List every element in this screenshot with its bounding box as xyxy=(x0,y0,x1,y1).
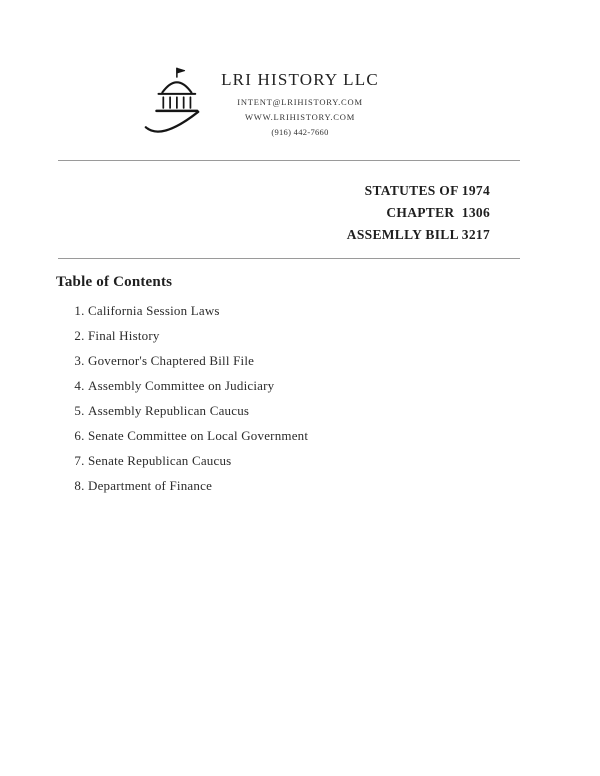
chapter-line: CHAPTER 1306 xyxy=(386,205,490,220)
toc-item-4: 4. Assembly Committee on Judiciary xyxy=(88,379,308,393)
statute-reference-block xyxy=(347,180,490,246)
letterhead xyxy=(0,60,600,160)
divider-bottom xyxy=(58,258,520,259)
letterhead-text xyxy=(0,70,600,142)
toc-item-7: 7. Senate Republican Caucus xyxy=(88,454,308,468)
toc-item-6: 6. Senate Committee on Local Government xyxy=(88,429,308,443)
company-name: LRI HISTORY LLC xyxy=(221,70,379,89)
company-phone: (916) 442-7660 xyxy=(271,127,329,137)
divider-top xyxy=(58,160,520,161)
company-email: INTENT@LRIHISTORY.COM xyxy=(237,97,363,107)
company-website: WWW.LRIHISTORY.COM xyxy=(244,112,356,122)
toc-title: Table of Contents xyxy=(56,274,173,290)
toc-item-1: 1. California Session Laws xyxy=(88,304,308,318)
toc-item-3: 3. Governor's Chaptered Bill File xyxy=(88,354,308,368)
toc-item-5: 5. Assembly Republican Caucus xyxy=(88,404,308,418)
toc-item-2: 2. Final History xyxy=(88,329,308,343)
toc-list xyxy=(56,304,308,504)
assembly-bill-line: ASSEMLLY BILL 3217 xyxy=(346,227,490,242)
toc-item-8: 8. Department of Finance xyxy=(88,479,308,493)
statutes-year-line: STATUTES OF 1974 xyxy=(364,183,490,198)
